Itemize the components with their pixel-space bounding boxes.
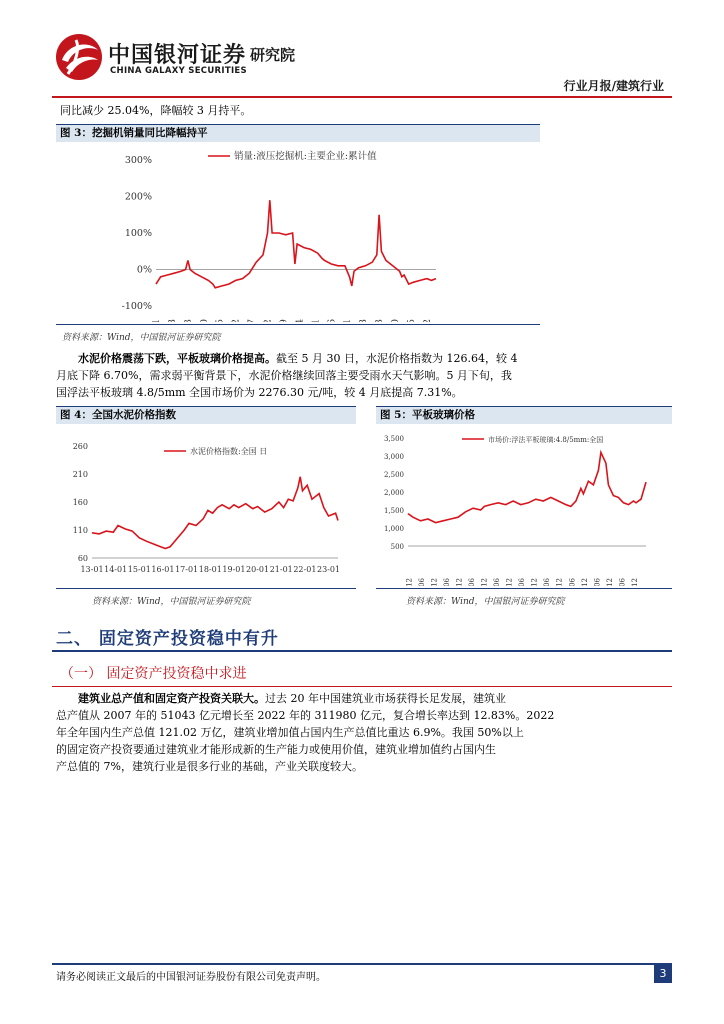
x-tick-label: 23-01: [317, 565, 341, 574]
y-tick-label: 60: [77, 554, 88, 563]
x-tick-label: [151, 319, 162, 322]
x-tick-label: 14-01: [104, 565, 128, 574]
y-tick-label: 100%: [124, 228, 152, 239]
fig4-bottom-rule: [56, 588, 356, 589]
x-tick-label: [342, 319, 353, 322]
x-tick-label: [493, 577, 501, 586]
footer-disclaimer: 请务必阅读正文最后的中国银河证券股份有限公司免责声明。: [56, 972, 326, 983]
x-tick-label: [390, 319, 401, 322]
x-tick-label: [506, 578, 514, 586]
y-tick-label: 2,500: [383, 471, 404, 479]
y-tick-label: 160: [72, 498, 88, 507]
x-tick-label: 19-01: [222, 565, 246, 574]
x-tick-label: [618, 577, 626, 586]
construction-paragraph: [56, 690, 676, 775]
fig4-source: 资料来源：Wind，中国银河证券研究院: [92, 597, 251, 607]
fig5-title: 图 5：平板玻璃价格: [376, 406, 672, 424]
x-tick-label: [418, 577, 426, 586]
x-tick-label: [374, 319, 385, 322]
intro-line: 同比减少 25.04%，降幅较 3 月持平。: [60, 104, 252, 117]
y-tick-label: 1,000: [383, 525, 404, 533]
y-tick-label: 2,000: [383, 489, 404, 497]
x-tick-label: [278, 319, 289, 322]
x-tick-label: [556, 578, 564, 586]
x-tick-label: 15-01: [127, 565, 151, 574]
x-tick-label: [406, 319, 417, 322]
footer-rule: [52, 963, 672, 965]
para2-lead: 水泥价格震荡下跌，平板玻璃价格提高。: [78, 352, 276, 365]
legend-label: 水泥价格指数:全国 日: [190, 447, 268, 456]
series-line: [408, 452, 646, 522]
fig3-chart: [56, 144, 540, 322]
x-tick-label: [531, 578, 539, 586]
galaxy-logo-icon: [54, 32, 104, 82]
y-tick-label: 0%: [136, 264, 152, 276]
para2-line1: 截至 5 月 30 日，水泥价格指数为 126.64，较 4: [276, 352, 518, 365]
fig3-source: 资料来源：Wind，中国银河证券研究院: [62, 333, 221, 343]
subsection1-rule: [52, 686, 672, 687]
x-tick-label: [405, 578, 413, 586]
x-tick-label: [422, 319, 433, 322]
section2-rule: [52, 650, 672, 652]
x-tick-label: [581, 578, 589, 586]
sec2-para-line4: 的固定资产投资要通过建筑业才能形成新的生产能力或使用价值，建筑业增加值约占国内生: [56, 743, 496, 756]
y-tick-label: 1,500: [383, 507, 404, 515]
page-number: 3: [654, 965, 672, 983]
brand-name-cn: 中国银河证券: [108, 43, 247, 68]
legend-label: 市场价:浮法平板玻璃:4.8/5mm:全国: [488, 436, 604, 444]
y-tick-label: 500: [390, 543, 404, 551]
brand-name-en: CHINA GALAXY SECURITIES: [110, 66, 247, 76]
x-tick-label: [358, 319, 369, 322]
series-line: [92, 477, 338, 549]
cement-glass-paragraph: [56, 350, 676, 401]
x-tick-label: [456, 578, 464, 586]
sec2-para-line5: 产总值的 7%，建筑行业是很多行业的基础，产业关联度较大。: [56, 760, 363, 773]
sec2-para-line2: 总产值从 2007 年的 51043 亿元增长至 2022 年的 311980 亿元，复合增长率达到 12.83%。2022: [56, 709, 555, 722]
x-tick-label: [430, 578, 438, 586]
y-tick-label: 210: [72, 470, 88, 479]
fig5-bottom-rule: [376, 588, 672, 589]
x-tick-label: [443, 577, 451, 586]
x-tick-label: 18-01: [198, 565, 222, 574]
x-tick-label: [231, 319, 242, 322]
sec2-para-lead: 建筑业总产值和固定资产投资关联大。: [78, 692, 265, 705]
x-tick-label: [215, 319, 226, 322]
x-tick-label: [606, 578, 614, 586]
x-tick-label: [199, 319, 210, 322]
x-tick-label: 22-01: [293, 565, 317, 574]
x-tick-label: [247, 319, 258, 322]
x-tick-label: [468, 577, 476, 586]
fig3-title: 图 3：挖掘机销量同比降幅持平: [56, 124, 540, 142]
x-tick-label: 20-01: [246, 565, 270, 574]
fig5-chart: [376, 426, 672, 586]
para2-line3: 国浮法平板玻璃 4.8/5mm 全国市场价为 2276.30 元/吨，较 4 月底提高 7.31%。: [56, 386, 463, 399]
sec2-para-line3: 年全年国内生产总值 121.02 万亿，建筑业增加值占国内生产总值比重达 6.9%。我国 50%以上: [56, 726, 524, 739]
subsection1-title: （一） 固定资产投资稳中求进: [60, 666, 247, 682]
header-divider: [52, 96, 672, 98]
x-tick-label: [294, 319, 305, 322]
series-line: [156, 200, 436, 288]
fig5-source: 资料来源：Wind，中国银河证券研究院: [406, 597, 565, 607]
y-tick-label: -100%: [121, 301, 152, 312]
x-tick-label: [543, 577, 551, 586]
x-tick-label: [263, 319, 274, 322]
fig4-chart: [56, 426, 356, 586]
para2-line2: 月底下降 6.70%，需求弱平衡背景下，水泥价格继续回落主要受雨水天气影响。5 月下旬，我: [56, 369, 512, 382]
y-tick-label: 3,500: [383, 435, 404, 443]
y-tick-label: 110: [72, 526, 88, 535]
legend-label: 销量:液压挖掘机:主要企业:累计值: [234, 151, 377, 162]
y-tick-label: 300%: [124, 155, 152, 166]
x-tick-label: 16-01: [151, 565, 175, 574]
fig3-bottom-rule: [56, 324, 540, 325]
section2-title: 二、 固定资产投资稳中有升: [56, 629, 279, 649]
x-tick-label: [593, 577, 601, 586]
institute-label: 研究院: [250, 46, 296, 64]
x-tick-label: 13-01: [80, 565, 104, 574]
x-tick-label: [481, 578, 489, 586]
report-type-label: 行业月报/建筑行业: [563, 79, 664, 93]
x-tick-label: 17-01: [175, 565, 199, 574]
fig4-title: 图 4：全国水泥价格指数: [56, 406, 356, 424]
y-tick-label: 260: [72, 442, 88, 451]
x-tick-label: [568, 577, 576, 586]
x-tick-label: 21-01: [269, 565, 293, 574]
y-tick-label: 200%: [124, 191, 152, 203]
x-tick-label: [310, 319, 321, 322]
x-tick-label: [631, 578, 639, 586]
y-tick-label: 3,000: [383, 453, 404, 461]
x-tick-label: [326, 319, 337, 322]
x-tick-label: [518, 577, 526, 586]
x-tick-label: [167, 319, 178, 322]
sec2-para-line1: 过去 20 年中国建筑业市场获得长足发展，建筑业: [265, 692, 506, 705]
x-tick-label: [183, 319, 194, 322]
